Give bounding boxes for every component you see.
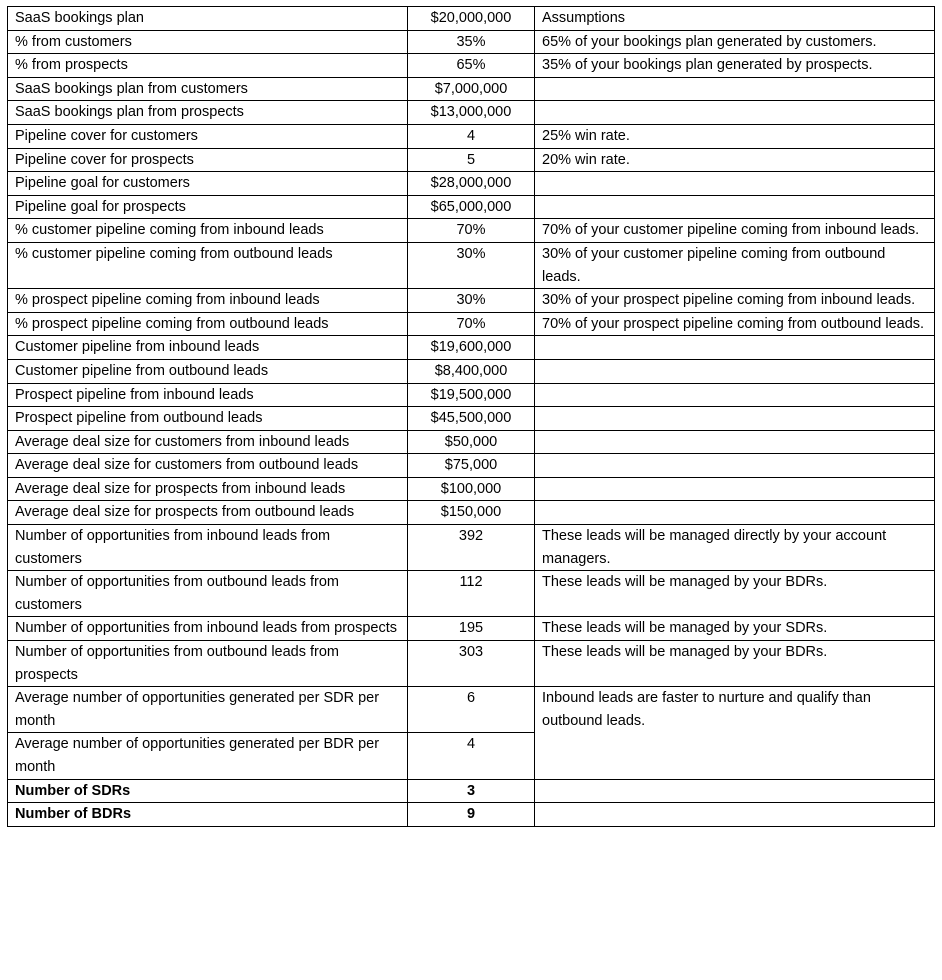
- row-label: Pipeline goal for prospects: [8, 195, 408, 219]
- row-note: [535, 195, 935, 219]
- table-row: [8, 54, 935, 78]
- row-note: 30% of your prospect pipeline coming from inbound leads.: [535, 289, 935, 313]
- row-value: 30%: [408, 242, 535, 288]
- row-value: 9: [408, 803, 535, 827]
- row-label: SaaS bookings plan from prospects: [8, 101, 408, 125]
- row-note: 65% of your bookings plan generated by customers.: [535, 30, 935, 54]
- table-row: [8, 687, 935, 733]
- table-row: [8, 407, 935, 431]
- row-value: 392: [408, 525, 535, 571]
- row-label: Pipeline goal for customers: [8, 172, 408, 196]
- row-label: Customer pipeline from outbound leads: [8, 359, 408, 383]
- row-label: % prospect pipeline coming from inbound leads: [8, 289, 408, 313]
- row-value: $8,400,000: [408, 359, 535, 383]
- row-value: 3: [408, 779, 535, 803]
- row-value: 4: [408, 124, 535, 148]
- table-row: [8, 430, 935, 454]
- row-label: Number of BDRs: [8, 803, 408, 827]
- table-row: [8, 148, 935, 172]
- row-note: [535, 477, 935, 501]
- row-note: These leads will be managed by your SDRs.: [535, 617, 935, 641]
- row-value: 112: [408, 571, 535, 617]
- table-row-total: [8, 803, 935, 827]
- row-value: $150,000: [408, 501, 535, 525]
- table-row: [8, 77, 935, 101]
- row-note: [535, 430, 935, 454]
- table-row: [8, 571, 935, 617]
- row-note: 25% win rate.: [535, 124, 935, 148]
- table-row: [8, 359, 935, 383]
- row-label: Prospect pipeline from inbound leads: [8, 383, 408, 407]
- row-note: [535, 101, 935, 125]
- row-value: $100,000: [408, 477, 535, 501]
- sales-capacity-table: [7, 6, 935, 827]
- table-row: [8, 101, 935, 125]
- row-value: $19,500,000: [408, 383, 535, 407]
- row-label: Pipeline cover for prospects: [8, 148, 408, 172]
- row-value: 70%: [408, 219, 535, 243]
- table-row: [8, 289, 935, 313]
- row-note: 20% win rate.: [535, 148, 935, 172]
- row-note: These leads will be managed by your BDRs.: [535, 571, 935, 617]
- row-value: 35%: [408, 30, 535, 54]
- row-note: [535, 501, 935, 525]
- row-note: [535, 383, 935, 407]
- row-label: Prospect pipeline from outbound leads: [8, 407, 408, 431]
- row-value: $45,500,000: [408, 407, 535, 431]
- row-note: [535, 77, 935, 101]
- row-value: 70%: [408, 312, 535, 336]
- row-note: [535, 172, 935, 196]
- row-value: $19,600,000: [408, 336, 535, 360]
- row-label: % from customers: [8, 30, 408, 54]
- table-row: [8, 383, 935, 407]
- table-row: [8, 641, 935, 687]
- row-label: Number of opportunities from inbound leads from prospects: [8, 617, 408, 641]
- row-label: Number of opportunities from inbound leads from customers: [8, 525, 408, 571]
- table-row-total: [8, 779, 935, 803]
- row-note: 35% of your bookings plan generated by prospects.: [535, 54, 935, 78]
- row-value: $50,000: [408, 430, 535, 454]
- row-label: Pipeline cover for customers: [8, 124, 408, 148]
- row-label: % customer pipeline coming from inbound leads: [8, 219, 408, 243]
- table-row: [8, 617, 935, 641]
- row-note: 70% of your prospect pipeline coming from outbound leads.: [535, 312, 935, 336]
- table-row: [8, 454, 935, 478]
- row-label: Number of SDRs: [8, 779, 408, 803]
- row-label: % from prospects: [8, 54, 408, 78]
- row-value: $65,000,000: [408, 195, 535, 219]
- table-row: [8, 477, 935, 501]
- row-value: 4: [408, 733, 535, 779]
- row-value: 30%: [408, 289, 535, 313]
- row-note: These leads will be managed by your BDRs.: [535, 641, 935, 687]
- table-row: [8, 242, 935, 288]
- row-note: These leads will be managed directly by your account managers.: [535, 525, 935, 571]
- row-label: Average number of opportunities generated per BDR per month: [8, 733, 408, 779]
- table-row: [8, 30, 935, 54]
- row-label: Number of opportunities from outbound leads from prospects: [8, 641, 408, 687]
- row-value: $20,000,000: [408, 7, 535, 31]
- row-value: $28,000,000: [408, 172, 535, 196]
- row-label: Number of opportunities from outbound leads from customers: [8, 571, 408, 617]
- table-row: [8, 124, 935, 148]
- row-label: Average number of opportunities generated per SDR per month: [8, 687, 408, 733]
- table-row: [8, 312, 935, 336]
- table-row: [8, 7, 935, 31]
- table-row: [8, 501, 935, 525]
- row-value: $75,000: [408, 454, 535, 478]
- row-note: 70% of your customer pipeline coming from inbound leads.: [535, 219, 935, 243]
- table-row: [8, 172, 935, 196]
- row-note: [535, 359, 935, 383]
- row-label: Customer pipeline from inbound leads: [8, 336, 408, 360]
- row-value: 5: [408, 148, 535, 172]
- row-label: SaaS bookings plan from customers: [8, 77, 408, 101]
- row-value: 6: [408, 687, 535, 733]
- row-label: % customer pipeline coming from outbound leads: [8, 242, 408, 288]
- table-row: [8, 525, 935, 571]
- row-value: 195: [408, 617, 535, 641]
- assumptions-header: Assumptions: [535, 7, 935, 31]
- row-note: [535, 407, 935, 431]
- row-note: [535, 454, 935, 478]
- row-note: [535, 779, 935, 803]
- row-value: 65%: [408, 54, 535, 78]
- table-row: [8, 336, 935, 360]
- table-row: [8, 195, 935, 219]
- row-label: Average deal size for prospects from inbound leads: [8, 477, 408, 501]
- row-note: 30% of your customer pipeline coming from outbound leads.: [535, 242, 935, 288]
- table-row: [8, 219, 935, 243]
- row-label: SaaS bookings plan: [8, 7, 408, 31]
- row-label: % prospect pipeline coming from outbound leads: [8, 312, 408, 336]
- row-note-merged: Inbound leads are faster to nurture and qualify than outbound leads.: [535, 687, 935, 779]
- row-value: $7,000,000: [408, 77, 535, 101]
- row-label: Average deal size for customers from outbound leads: [8, 454, 408, 478]
- row-value: 303: [408, 641, 535, 687]
- row-note: [535, 803, 935, 827]
- row-label: Average deal size for customers from inbound leads: [8, 430, 408, 454]
- row-value: $13,000,000: [408, 101, 535, 125]
- row-note: [535, 336, 935, 360]
- row-label: Average deal size for prospects from outbound leads: [8, 501, 408, 525]
